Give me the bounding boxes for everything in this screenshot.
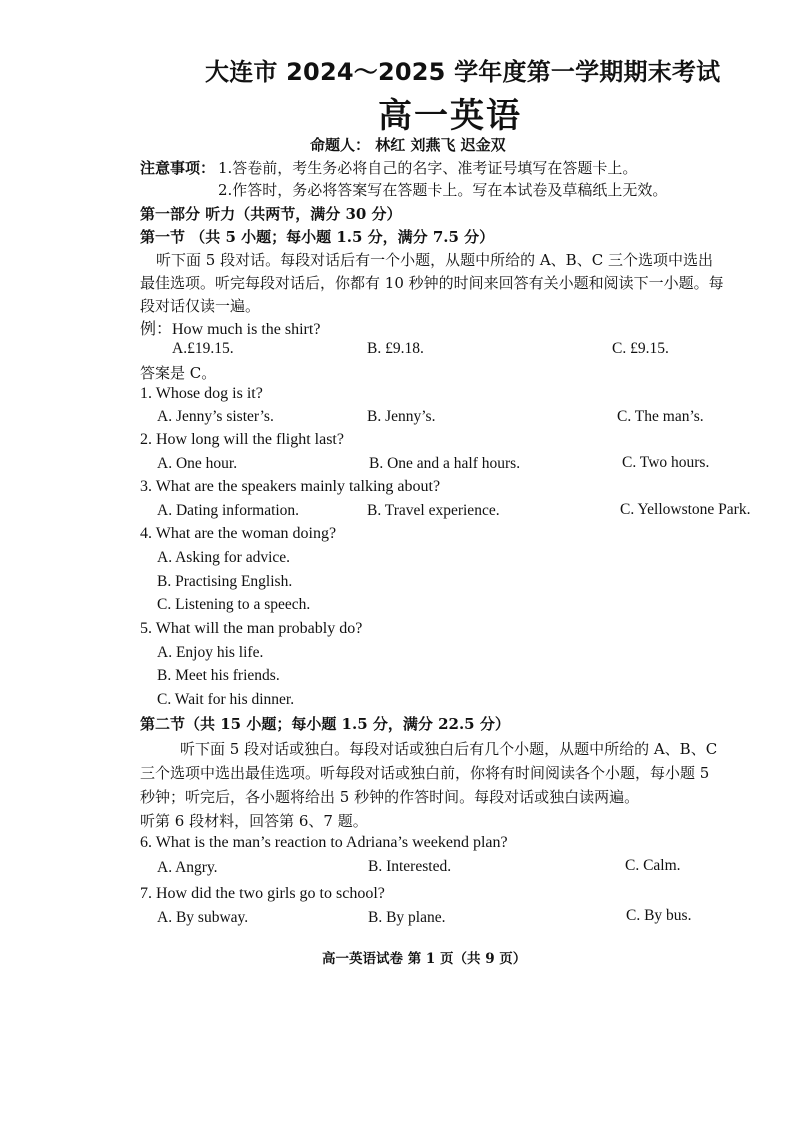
q3-option-a: A. Dating information.: [157, 502, 300, 519]
q3-option-c: C. Yellowstone Park.: [620, 501, 751, 518]
q5-option-a: A. Enjoy his life.: [157, 644, 264, 661]
question-6: 6. What is the man’s reaction to Adriana’s weekend plan?: [140, 834, 508, 851]
q3-option-b: B. Travel experience.: [367, 502, 500, 519]
q6-option-c: C. Calm.: [625, 857, 681, 874]
section2-heading: 第二节（共 15 小题；每小题 1.5 分，满分 22.5 分）: [140, 715, 510, 733]
q1-option-b: B. Jenny’s.: [367, 408, 436, 425]
q4-option-b: B. Practising English.: [157, 573, 293, 590]
q7-option-c: C. By bus.: [626, 907, 692, 924]
q1-option-a: A. Jenny’s sister’s.: [157, 408, 274, 425]
section1-instruction-3: 段对话仅读一遍。: [140, 297, 261, 315]
q1-option-c: C. The man’s.: [617, 408, 704, 425]
page-footer: 高一英语试卷 第 1 页（共 9 页）: [322, 951, 527, 967]
q2-option-b: B. One and a half hours.: [369, 455, 521, 472]
section1-instruction-1: 听下面 5 段对话。每段对话后有一个小题，从题中所给的 A、B、C 三个选项中选出: [156, 251, 713, 269]
exam-title: 大连市 2024～2025 学年度第一学期期末考试: [205, 58, 721, 86]
q7-option-a: A. By subway.: [157, 909, 249, 926]
q5-option-c: C. Wait for his dinner.: [157, 691, 295, 708]
q2-option-c: C. Two hours.: [622, 454, 710, 471]
question-7: 7. How did the two girls go to school?: [140, 885, 385, 902]
example-option-a: A.£19.15.: [172, 340, 234, 357]
section2-instruction-1: 听下面 5 段对话或独白。每段对话或独白后有几个小题，从题中所给的 A、B、C: [180, 740, 718, 758]
q4-option-c: C. Listening to a speech.: [157, 596, 311, 613]
subject-title: 高一英语: [378, 96, 522, 136]
example-option-c: C. £9.15.: [612, 340, 669, 357]
notice-line-2: 2.作答时，务必将答案写在答题卡上。写在本试卷及草稿纸上无效。: [218, 181, 668, 199]
authors-line: 命题人： 林红 刘燕飞 迟金双: [310, 136, 506, 154]
section1-heading: 第一节 （共 5 小题；每小题 1.5 分，满分 7.5 分）: [140, 228, 495, 246]
notice-label: 注意事项：: [140, 159, 216, 177]
q6-option-b: B. Interested.: [368, 858, 452, 875]
q4-option-a: A. Asking for advice.: [157, 549, 291, 566]
q6-option-a: A. Angry.: [157, 859, 218, 876]
q2-option-a: A. One hour.: [157, 455, 238, 472]
example-answer: 答案是 C。: [140, 364, 217, 382]
material-6-note: 听第 6 段材料，回答第 6、7 题。: [140, 812, 368, 830]
section2-instruction-2: 三个选项中选出最佳选项。听每段对话或独白前，你将有时间阅读各个小题，每小题 5: [140, 764, 710, 782]
section2-instruction-3: 秒钟；听完后，各小题将给出 5 秒钟的作答时间。每段对话或独白读两遍。: [140, 788, 640, 806]
part1-heading: 第一部分 听力（共两节，满分 30 分）: [140, 205, 402, 223]
section1-instruction-2: 最佳选项。听完每段对话后，你都有 10 秒钟的时间来回答有关小题和阅读下一小题。每: [140, 274, 724, 292]
question-1: 1. Whose dog is it?: [140, 385, 263, 402]
notice-line-1: 1.答卷前，考生务必将自己的名字、准考证号填写在答题卡上。: [218, 159, 638, 177]
question-3: 3. What are the speakers mainly talking about?: [140, 478, 441, 495]
example-option-b: B. £9.18.: [367, 340, 424, 357]
example-question: 例：How much is the shirt?: [140, 321, 321, 338]
question-4: 4. What are the woman doing?: [140, 525, 337, 542]
q5-option-b: B. Meet his friends.: [157, 667, 280, 684]
question-5: 5. What will the man probably do?: [140, 620, 363, 637]
q7-option-b: B. By plane.: [368, 909, 446, 926]
question-2: 2. How long will the flight last?: [140, 431, 344, 448]
